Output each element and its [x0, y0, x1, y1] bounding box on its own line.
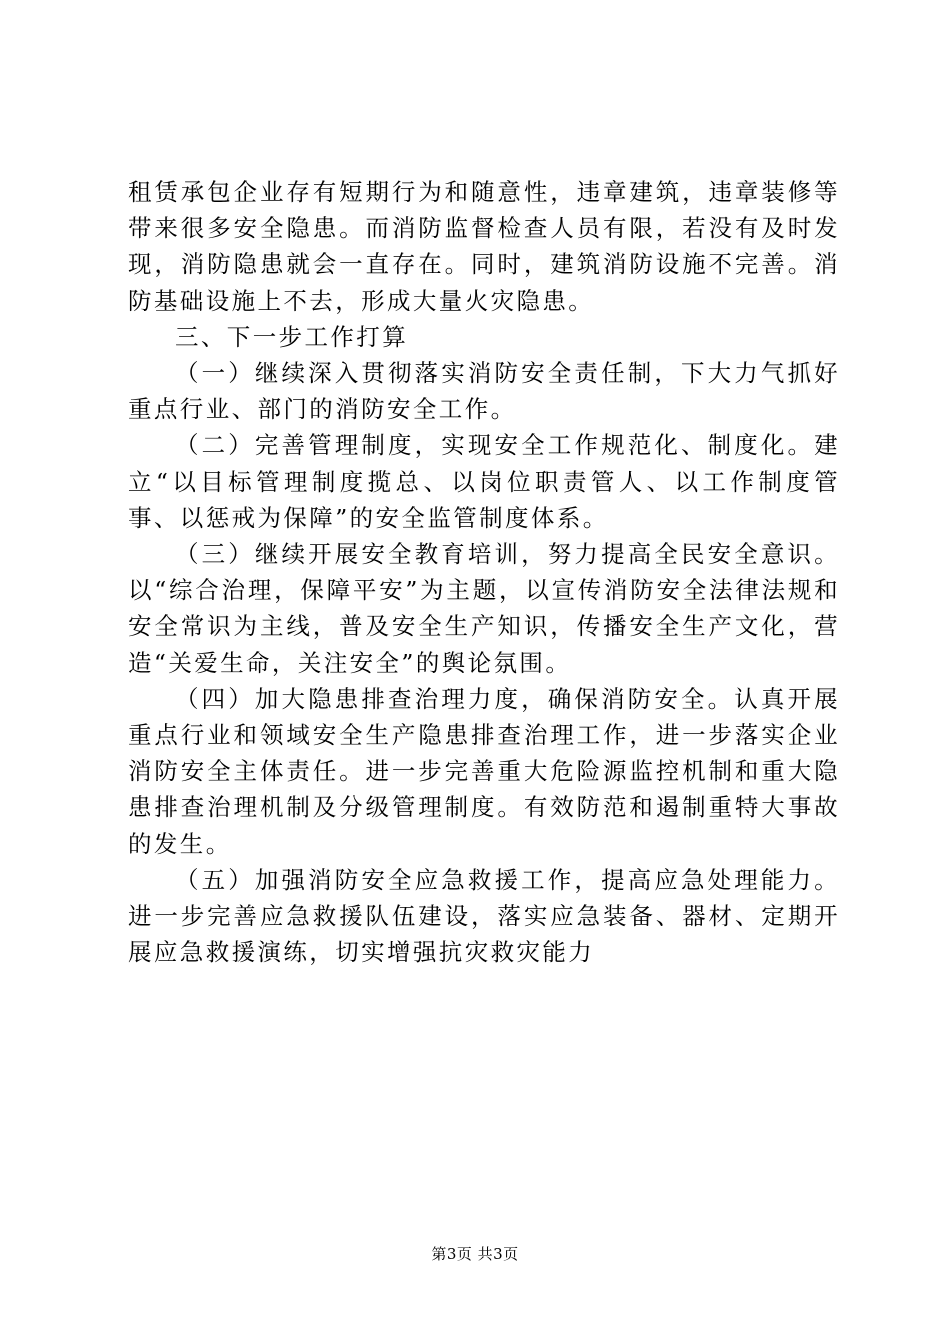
paragraph-item-3: （三）继续开展安全教育培训，努力提高全民安全意识。以“综合治理，保障平安”为主题，以宣传消防安全法律法规和安全常识为主线，普及安全生产知识，传播安全生产文化，营造“关爱生命，关注安全”的舆论氛围。 — [128, 540, 840, 677]
paragraph-item-1: （一）继续深入贯彻落实消防安全责任制，下大力气抓好重点行业、部门的消防安全工作。 — [128, 359, 840, 424]
page-footer: 第3页 共3页 — [431, 1245, 519, 1263]
paragraph-item-4: （四）加大隐患排查治理力度，确保消防安全。认真开展重点行业和领域安全生产隐患排查治理工作，进一步落实企业消防安全主体责任。进一步完善重大危险源监控机制和重大隐患排查治理机制及分级管理制度。有效防范和遏制重特大事故的发生。 — [128, 684, 840, 858]
paragraph-continuation: 租赁承包企业存有短期行为和随意性，违章建筑，违章装修等带来很多安全隐患。而消防监督检查人员有限，若没有及时发现，消防隐患就会一直存在。同时，建筑消防设施不完善。消防基础设施上不去，形成大量火灾隐患。 — [128, 178, 840, 315]
section-heading: 三、下一步工作打算 — [175, 322, 409, 351]
paragraph-item-5: （五）加强消防安全应急救援工作，提高应急处理能力。进一步完善应急救援队伍建设，落实应急装备、器材、定期开展应急救援演练，切实增强抗灾救灾能力 — [128, 865, 840, 967]
document-body — [128, 174, 840, 970]
paragraph-item-2: （二）完善管理制度，实现安全工作规范化、制度化。建立“以目标管理制度揽总、以岗位职责管人、以工作制度管事、以惩戒为保障”的安全监管制度体系。 — [128, 431, 840, 532]
